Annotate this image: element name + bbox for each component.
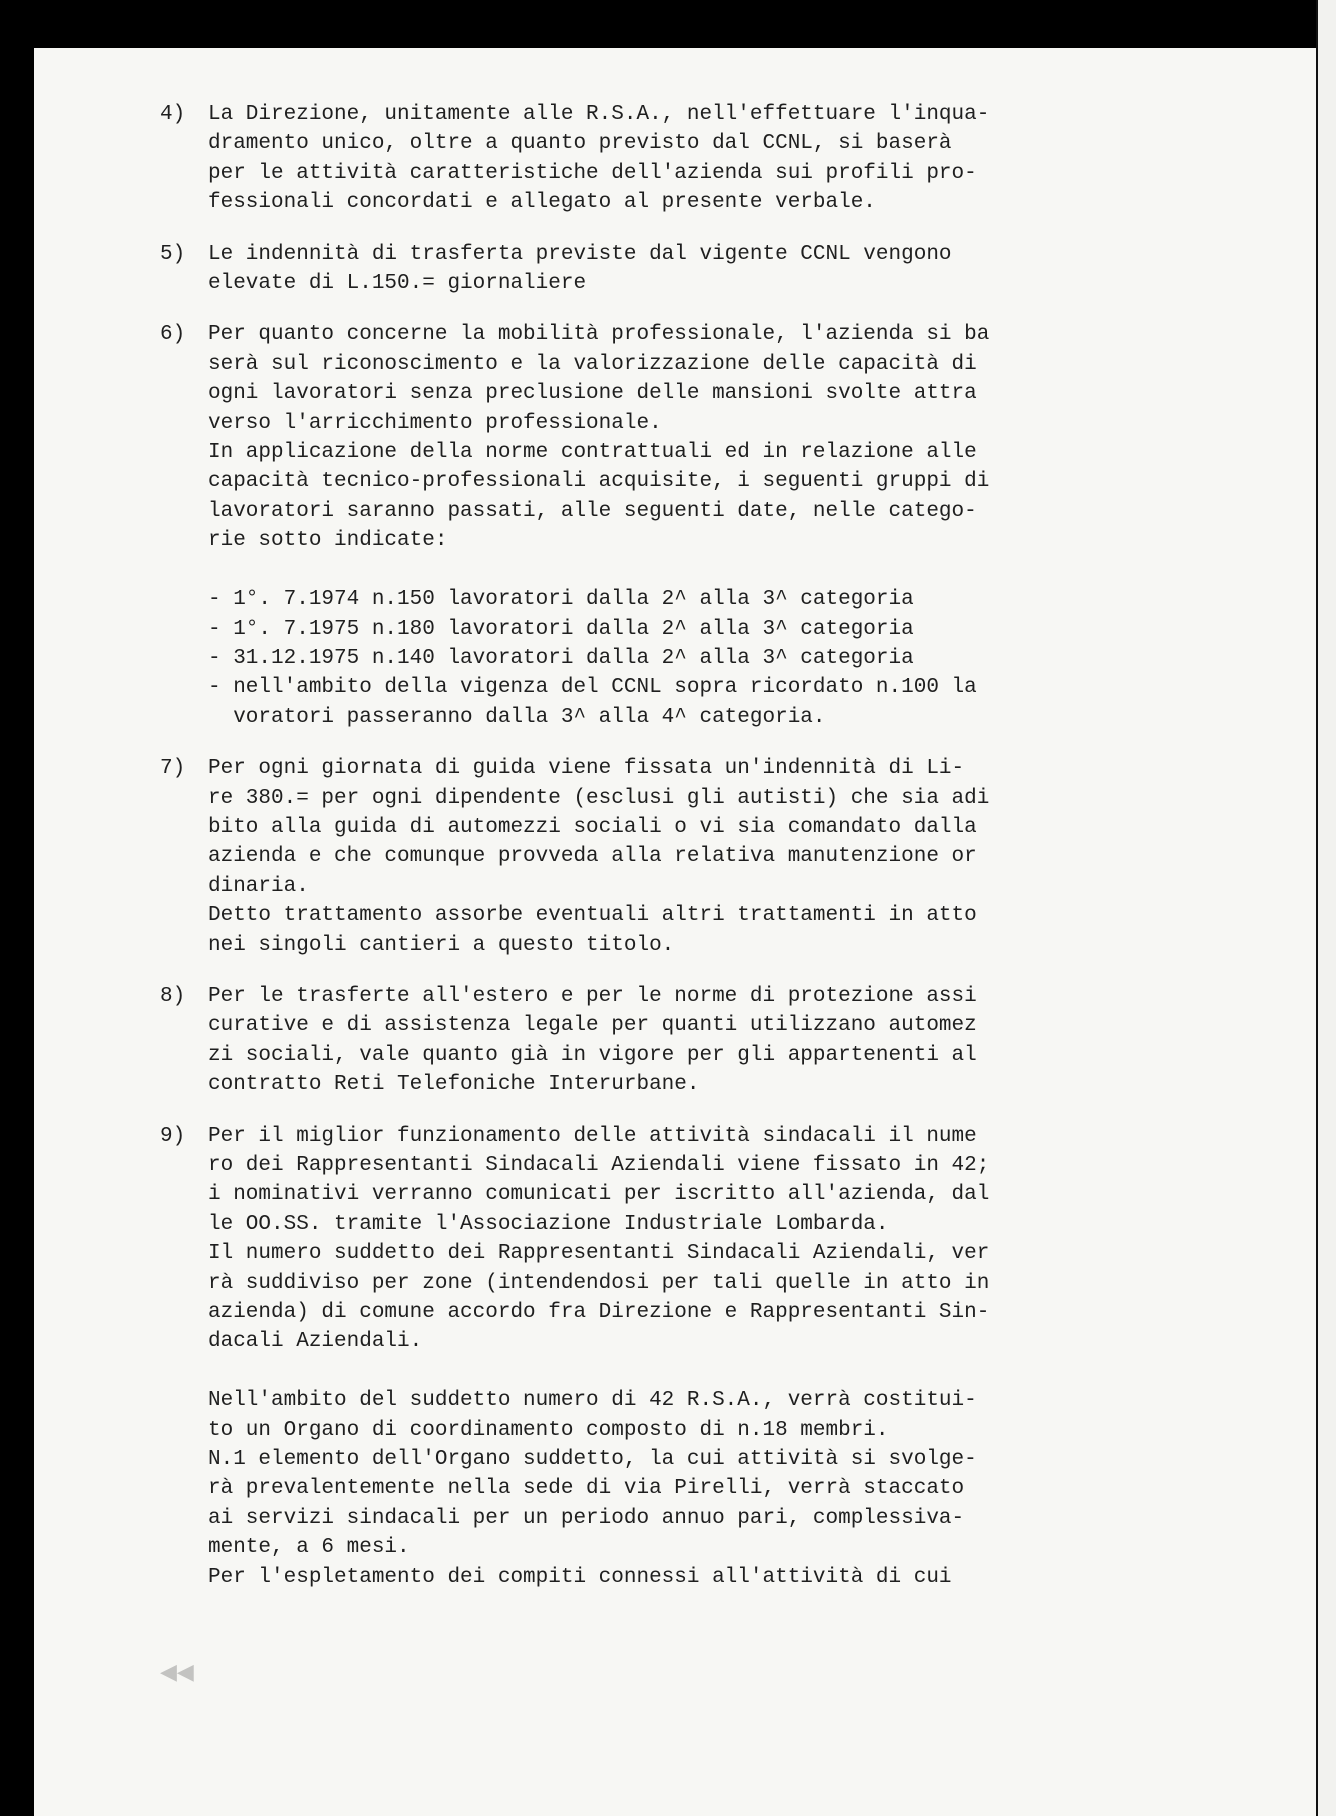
text-line: ogni lavoratori senza preclusione delle mansioni svolte attra	[208, 382, 977, 406]
clause-number: 8)	[160, 984, 186, 1008]
text-line: azienda) di comune accordo fra Direzione e Rappresentanti Sin-	[208, 1301, 990, 1325]
text-line: Le indennità di trasferta previste dal vigente CCNL vengono	[208, 242, 952, 266]
text-line: mente, a 6 mesi.	[208, 1536, 410, 1560]
clause-text	[208, 1122, 1210, 1593]
text-line: nei singoli cantieri a questo titolo.	[208, 933, 675, 957]
text-line: zi sociali, vale quanto già in vigore per gli appartenenti al	[208, 1043, 977, 1067]
text-line: La Direzione, unitamente alle R.S.A., nell'effettuare l'inqua-	[208, 103, 990, 126]
text-line: contratto Reti Telefoniche Interurbane.	[208, 1073, 700, 1097]
text-line: Per quanto concerne la mobilità professionale, l'azienda si ba	[208, 323, 990, 347]
text-line	[208, 556, 1210, 585]
text-line: ro dei Rappresentanti Sindacali Aziendali viene fissato in 42;	[208, 1154, 990, 1177]
page-right-edge	[1316, 0, 1336, 1816]
document-body	[160, 100, 1210, 1592]
list-line: - 1°. 7.1974 n.150 lavoratori dalla 2^ alla 3^ categoria	[208, 588, 914, 612]
clause-text	[208, 982, 1210, 1100]
text-line: Detto trattamento assorbe eventuali altri trattamenti in atto	[208, 904, 977, 928]
clause-9	[160, 1122, 1210, 1593]
clause-number: 4)	[160, 103, 186, 126]
text-line: dramento unico, oltre a quanto previsto dal CCNL, si baserà	[208, 132, 952, 156]
text-line: dacali Aziendali.	[208, 1330, 423, 1354]
text-line: Per ogni giornata di guida viene fissata un'indennità di Li-	[208, 757, 965, 781]
text-line: azienda e che comunque provveda alla relativa manutenzione or	[208, 845, 977, 869]
text-line: re 380.= per ogni dipendente (esclusi gli autisti) che sia adi	[208, 786, 990, 810]
text-line: verso l'arricchimento professionale.	[208, 411, 662, 435]
text-line: capacità tecnico-professionali acquisite, i seguenti gruppi di	[208, 470, 990, 494]
text-line: i nominativi verranno comunicati per iscritto all'azienda, dal	[208, 1183, 990, 1207]
clause-5	[160, 240, 1210, 299]
list-line: - 31.12.1975 n.140 lavoratori dalla 2^ alla 3^ categoria	[208, 646, 914, 670]
double-chevron-left-icon: ◀◀	[160, 1660, 194, 1685]
clause-7	[160, 754, 1210, 960]
text-line: per le attività caratteristiche dell'azienda sui profili pro-	[208, 161, 977, 185]
text-line: In applicazione della norme contrattuali ed in relazione alle	[208, 441, 977, 465]
text-line: rà prevalentemente nella sede di via Pirelli, verrà staccato	[208, 1477, 965, 1501]
text-line	[208, 1357, 1210, 1386]
text-line: Il numero suddetto dei Rappresentanti Sindacali Aziendali, ver	[208, 1242, 990, 1266]
text-line: Nell'ambito del suddetto numero di 42 R.S.A., verrà costitui-	[208, 1389, 977, 1413]
clause-number: 5)	[160, 242, 186, 266]
text-line: serà sul riconoscimento e la valorizzazione delle capacità di	[208, 352, 977, 376]
text-line: ai servizi sindacali per un periodo annuo pari, complessiva-	[208, 1506, 965, 1530]
text-line: rie sotto indicate:	[208, 529, 448, 553]
text-line: bito alla guida di automezzi sociali o vi sia comandato dalla	[208, 815, 977, 839]
clause-text	[208, 240, 1210, 299]
text-line: Per l'espletamento dei compiti connessi all'attività di cui	[208, 1565, 952, 1589]
text-line: curative e di assistenza legale per quanti utilizzano automez	[208, 1014, 977, 1038]
clause-number: 6)	[160, 323, 186, 347]
clause-6	[160, 320, 1210, 732]
text-line: lavoratori saranno passati, alle seguenti date, nelle catego-	[208, 499, 977, 523]
clause-text	[208, 320, 1210, 732]
text-line: N.1 elemento dell'Organo suddetto, la cui attività si svolge-	[208, 1448, 977, 1472]
text-line: dinaria.	[208, 874, 309, 898]
text-line: Per il miglior funzionamento delle attività sindacali il nume	[208, 1124, 977, 1148]
text-line: elevate di L.150.= giornaliere	[208, 272, 587, 296]
text-line: le OO.SS. tramite l'Associazione Industriale Lombarda.	[208, 1212, 889, 1236]
text-line: to un Organo di coordinamento composto di n.18 membri.	[208, 1418, 889, 1442]
clause-text	[208, 100, 1210, 218]
list-line: - nell'ambito della vigenza del CCNL sopra ricordato n.100 la	[208, 676, 977, 700]
clause-number: 7)	[160, 757, 186, 781]
list-line: - 1°. 7.1975 n.180 lavoratori dalla 2^ alla 3^ categoria	[208, 617, 914, 641]
scan-top-border	[0, 0, 1336, 48]
list-line: voratori passeranno dalla 3^ alla 4^ categoria.	[208, 705, 826, 729]
clause-text	[208, 754, 1210, 960]
clause-8	[160, 982, 1210, 1100]
text-line: rà suddiviso per zone (intendendosi per tali quelle in atto in	[208, 1271, 990, 1295]
clause-4	[160, 100, 1210, 218]
text-line: fessionali concordati e allegato al presente verbale.	[208, 191, 876, 215]
clause-number: 9)	[160, 1124, 186, 1148]
text-line: Per le trasferte all'estero e per le norme di protezione assi	[208, 984, 977, 1008]
